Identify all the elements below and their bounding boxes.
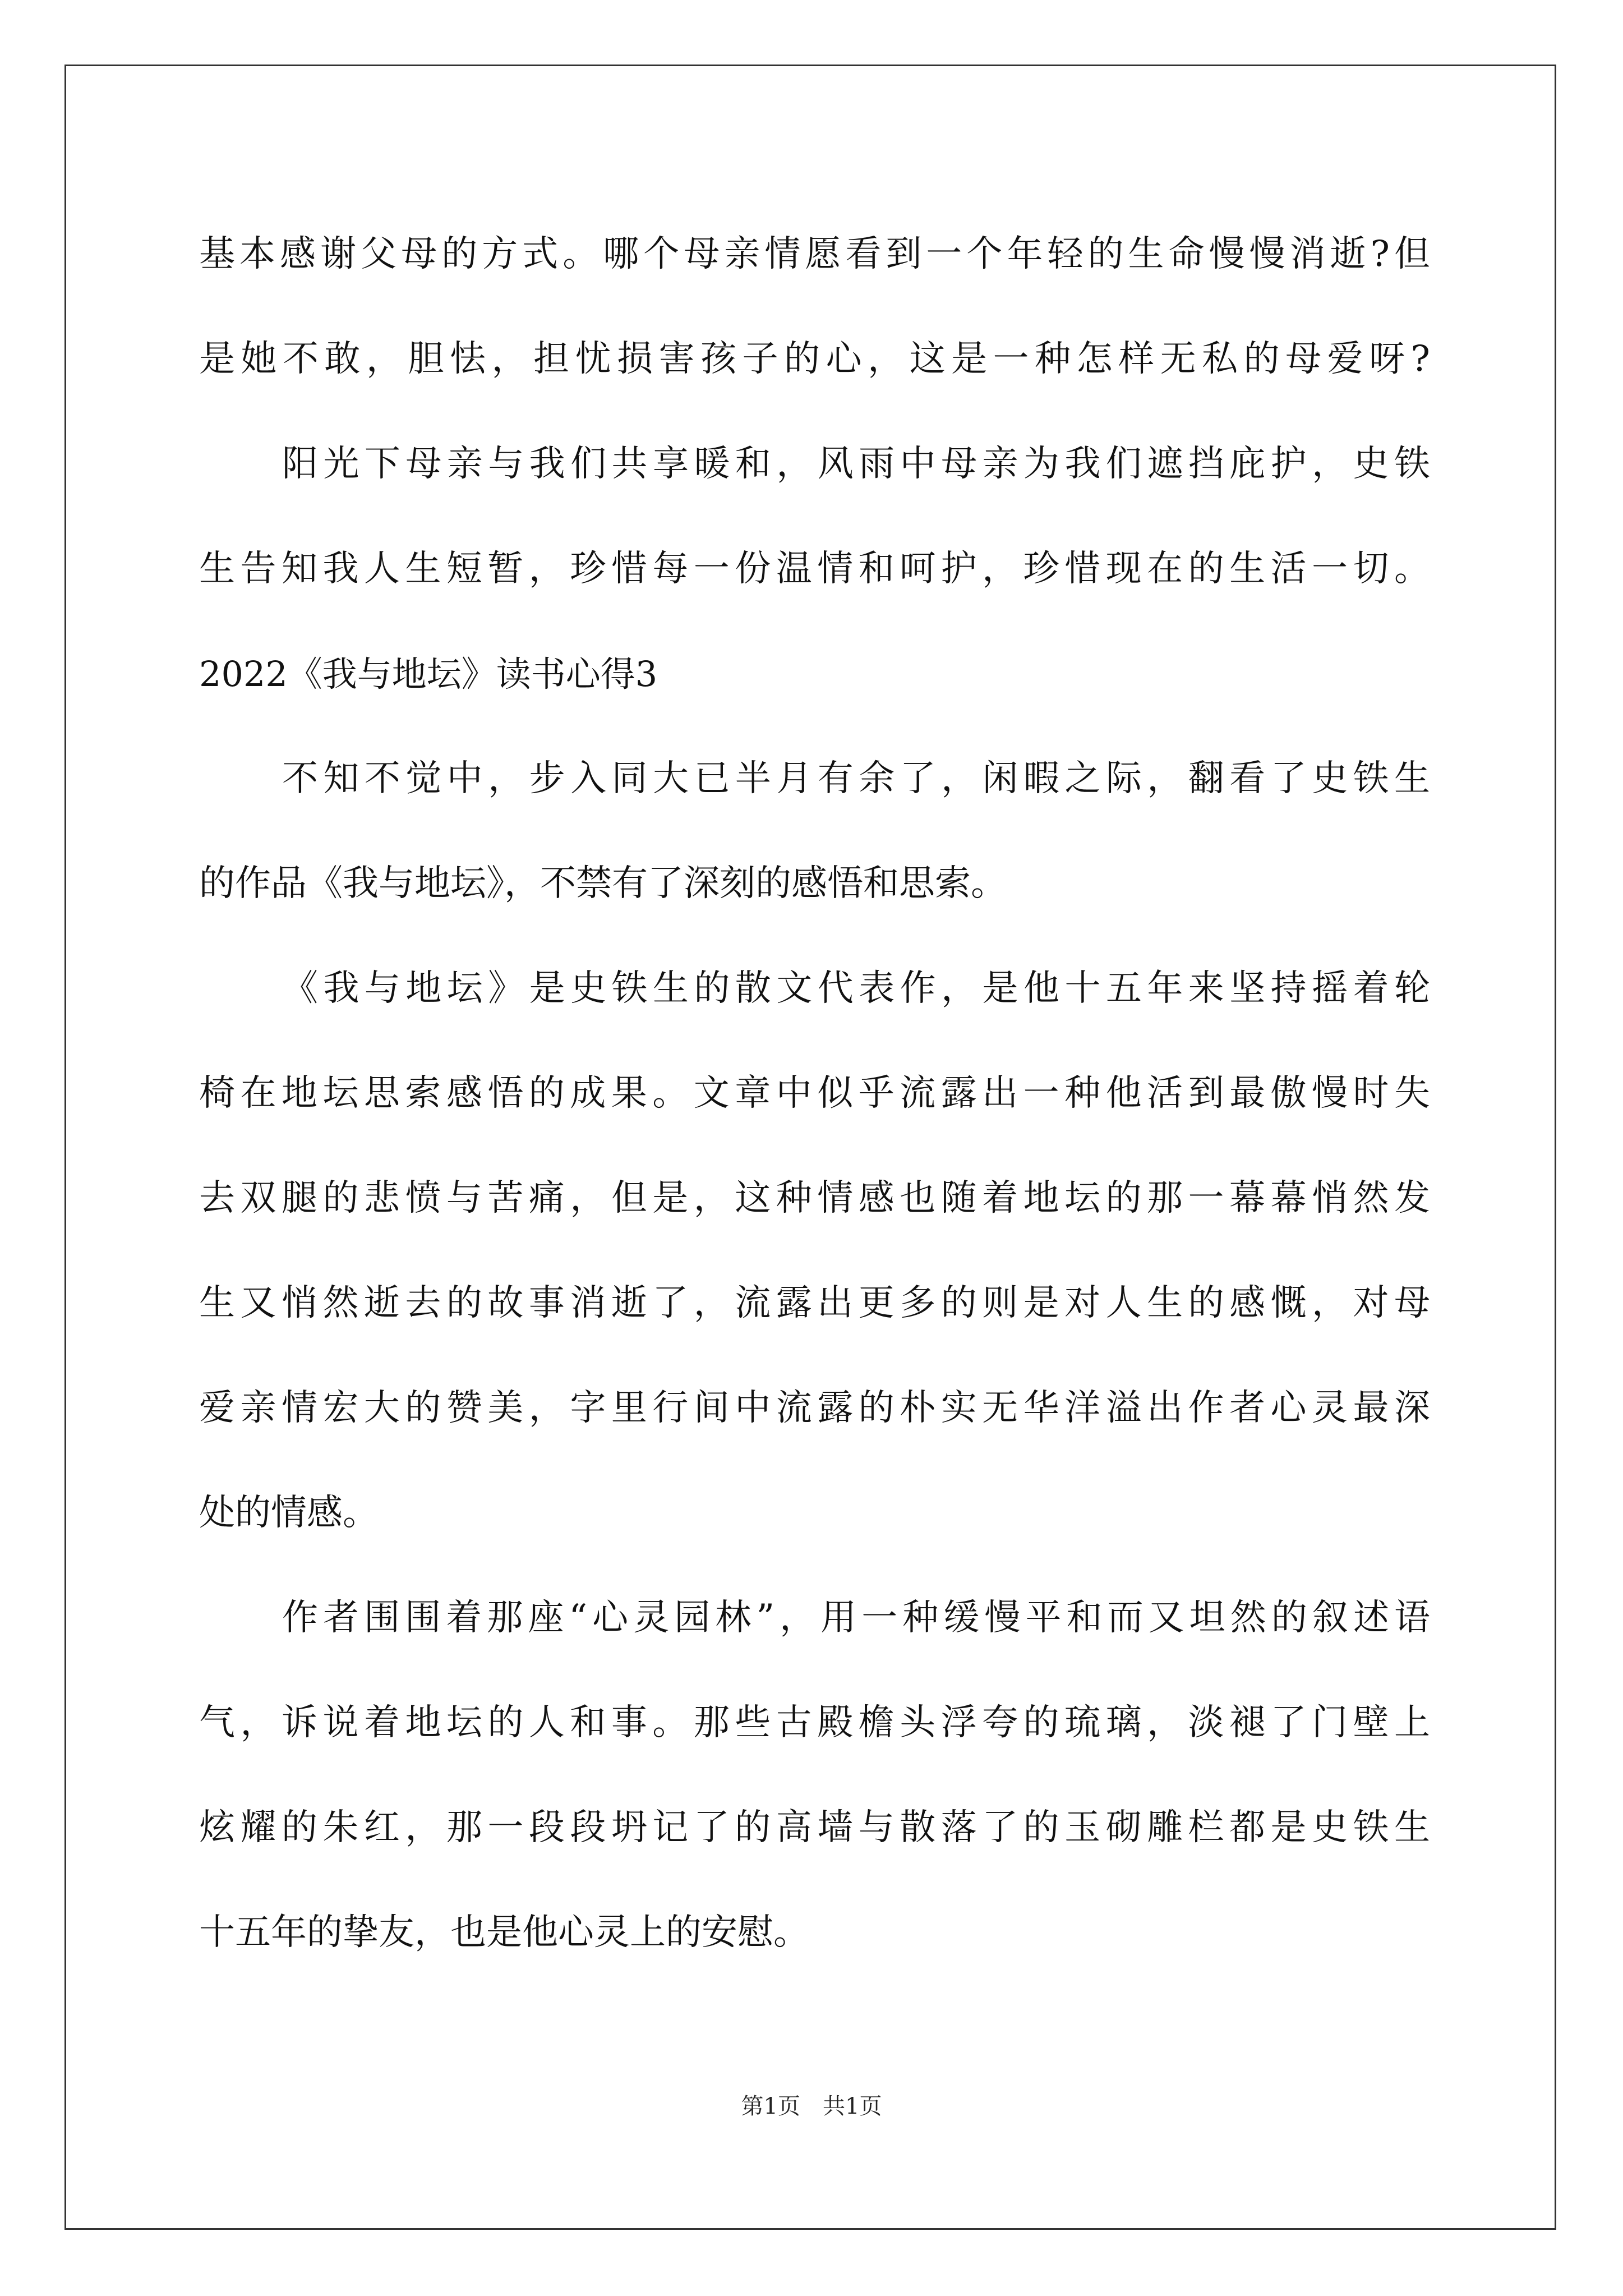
page-number-footer: 第1页 共1页 — [741, 2093, 882, 2119]
text-line: 去双腿的悲愤与苦痛，但是，这种情感也随着地坛的那一幕幕悄然发 — [199, 1177, 1430, 1219]
text-line: 生又悄然逝去的故事消逝了，流露出更多的则是对人生的感慨，对母 — [199, 1282, 1430, 1324]
text-line: 的作品《我与地坛》，不禁有了深刻的感悟和思索。 — [199, 863, 1007, 904]
text-line: 作者围围着那座“心灵园林”，用一种缓慢平和而又坦然的叙述语 — [282, 1597, 1430, 1639]
text-line: 基本感谢父母的方式。哪个母亲情愿看到一个年轻的生命慢慢消逝?但 — [199, 233, 1430, 275]
document-body — [199, 202, 1430, 1985]
text-line: 气，诉说着地坛的人和事。那些古殿檐头浮夸的琉璃，淡褪了门壁上 — [199, 1702, 1430, 1743]
text-line: 生告知我人生短暂，珍惜每一份温情和呵护，珍惜现在的生活一切。 — [199, 548, 1430, 590]
text-line: 十五年的挚友，也是他心灵上的安慰。 — [199, 1912, 809, 1953]
text-line: 爱亲情宏大的赞美，字里行间中流露的朴实无华洋溢出作者心灵最深 — [199, 1387, 1430, 1429]
text-line: 炫耀的朱红，那一段段坍记了的高墙与散落了的玉砌雕栏都是史铁生 — [199, 1807, 1430, 1848]
text-line: 《我与地坛》是史铁生的散文代表作，是他十五年来坚持摇着轮 — [282, 968, 1430, 1009]
text-line: 是她不敢，胆怯，担忧损害孩子的心，这是一种怎样无私的母爱呀? — [199, 338, 1430, 380]
text-line: 椅在地坛思索感悟的成果。文章中似乎流露出一种他活到最傲慢时失 — [199, 1073, 1430, 1114]
text-line: 不知不觉中，步入同大已半月有余了，闲暇之际，翻看了史铁生 — [282, 758, 1430, 799]
text-line: 处的情感。 — [199, 1492, 379, 1534]
text-line: 阳光下母亲与我们共享暖和，风雨中母亲为我们遮挡庇护，史铁 — [282, 443, 1430, 485]
section-heading: 2022《我与地坛》读书心得3 — [199, 654, 658, 694]
